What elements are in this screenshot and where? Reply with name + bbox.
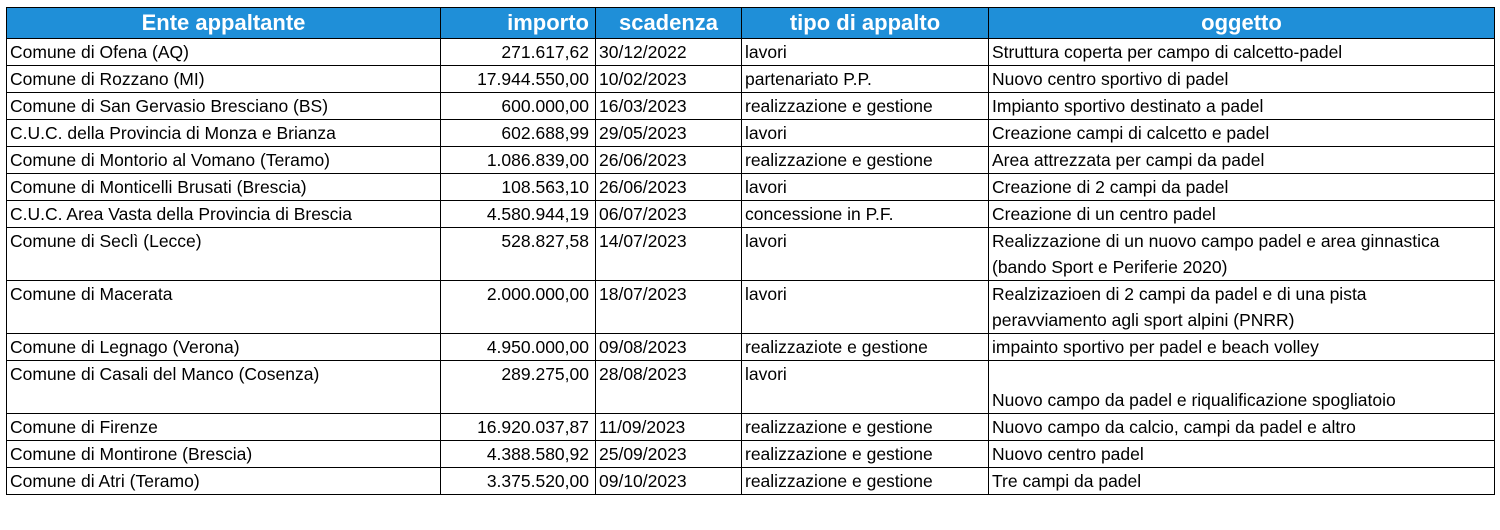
oggetto-line-1: Nuovo campo da calcio, campi da padel e altro xyxy=(992,417,1356,437)
oggetto-line-1: Realzizazioen di 2 campi da padel e di una pista xyxy=(992,284,1367,304)
oggetto-line-1: Creazione di 2 campi da padel xyxy=(992,177,1229,197)
cell-ente[interactable]: Comune di Macerata xyxy=(7,281,441,334)
header-importo[interactable]: importo xyxy=(441,8,596,39)
table-row xyxy=(7,334,1495,361)
oggetto-line-1: impainto sportivo per padel e beach volley xyxy=(992,337,1319,357)
table-row xyxy=(7,174,1495,201)
header-ente[interactable]: Ente appaltante xyxy=(7,8,441,39)
cell-ente[interactable]: Comune di San Gervasio Bresciano (BS) xyxy=(7,93,441,120)
cell-ente[interactable]: Comune di Firenze xyxy=(7,414,441,441)
cell-scadenza[interactable]: 26/06/2023 xyxy=(596,147,742,174)
table-row xyxy=(7,120,1495,147)
cell-oggetto[interactable] xyxy=(989,201,1495,228)
header-tipo[interactable]: tipo di appalto xyxy=(742,8,989,39)
cell-oggetto[interactable] xyxy=(989,228,1495,281)
cell-importo[interactable]: 2.000.000,00 xyxy=(441,281,596,334)
cell-tipo[interactable]: realizzazione e gestione xyxy=(742,93,989,120)
oggetto-line-1: Tre campi da padel xyxy=(992,471,1142,491)
cell-tipo[interactable]: realizzazione e gestione xyxy=(742,441,989,468)
cell-importo[interactable]: 528.827,58 xyxy=(441,228,596,281)
cell-importo[interactable]: 1.086.839,00 xyxy=(441,147,596,174)
table-row xyxy=(7,93,1495,120)
cell-importo[interactable]: 289.275,00 xyxy=(441,361,596,414)
cell-tipo[interactable]: lavori xyxy=(742,120,989,147)
spreadsheet-table-container xyxy=(6,7,1495,495)
cell-scadenza[interactable]: 30/12/2022 xyxy=(596,39,742,66)
cell-scadenza[interactable]: 10/02/2023 xyxy=(596,66,742,93)
oggetto-line-1: Area attrezzata per campi da padel xyxy=(992,150,1265,170)
cell-oggetto[interactable] xyxy=(989,334,1495,361)
oggetto-line-1: Nuovo centro sportivo di padel xyxy=(992,69,1229,89)
table-row xyxy=(7,39,1495,66)
cell-ente[interactable]: Comune di Rozzano (MI) xyxy=(7,66,441,93)
cell-scadenza[interactable]: 25/09/2023 xyxy=(596,441,742,468)
cell-oggetto[interactable] xyxy=(989,39,1495,66)
cell-scadenza[interactable]: 06/07/2023 xyxy=(596,201,742,228)
cell-tipo[interactable]: realizzazione e gestione xyxy=(742,147,989,174)
cell-oggetto[interactable] xyxy=(989,147,1495,174)
cell-importo[interactable]: 602.688,99 xyxy=(441,120,596,147)
cell-tipo[interactable]: concessione in P.F. xyxy=(742,201,989,228)
header-row xyxy=(7,8,1495,39)
oggetto-line-1 xyxy=(992,361,1491,387)
cell-ente[interactable]: C.U.C. della Provincia di Monza e Brianza xyxy=(7,120,441,147)
cell-oggetto[interactable] xyxy=(989,66,1495,93)
cell-oggetto[interactable] xyxy=(989,441,1495,468)
cell-ente[interactable]: Comune di Seclì (Lecce) xyxy=(7,228,441,281)
cell-importo[interactable]: 108.563,10 xyxy=(441,174,596,201)
cell-tipo[interactable]: lavori xyxy=(742,281,989,334)
oggetto-line-1: Creazione campi di calcetto e padel xyxy=(992,123,1270,143)
cell-tipo[interactable]: realizzazione e gestione xyxy=(742,414,989,441)
table-row xyxy=(7,281,1495,334)
cell-tipo[interactable]: lavori xyxy=(742,361,989,414)
table-row xyxy=(7,147,1495,174)
cell-scadenza[interactable]: 28/08/2023 xyxy=(596,361,742,414)
table-body xyxy=(7,39,1495,495)
cell-tipo[interactable]: lavori xyxy=(742,39,989,66)
cell-tipo[interactable]: lavori xyxy=(742,174,989,201)
header-scadenza[interactable]: scadenza xyxy=(596,8,742,39)
cell-oggetto[interactable] xyxy=(989,361,1495,414)
cell-oggetto[interactable] xyxy=(989,414,1495,441)
oggetto-line-2: (bando Sport e Periferie 2020) xyxy=(992,257,1228,277)
cell-importo[interactable]: 4.388.580,92 xyxy=(441,441,596,468)
cell-importo[interactable]: 16.920.037,87 xyxy=(441,414,596,441)
table-row xyxy=(7,228,1495,281)
cell-oggetto[interactable] xyxy=(989,281,1495,334)
cell-importo[interactable]: 17.944.550,00 xyxy=(441,66,596,93)
cell-tipo[interactable]: realizzazione e gestione xyxy=(742,468,989,495)
cell-scadenza[interactable]: 26/06/2023 xyxy=(596,174,742,201)
table-row xyxy=(7,468,1495,495)
table-row xyxy=(7,361,1495,414)
cell-ente[interactable]: Comune di Legnago (Verona) xyxy=(7,334,441,361)
cell-ente[interactable]: Comune di Ofena (AQ) xyxy=(7,39,441,66)
table-row xyxy=(7,414,1495,441)
cell-importo[interactable]: 3.375.520,00 xyxy=(441,468,596,495)
cell-scadenza[interactable]: 16/03/2023 xyxy=(596,93,742,120)
cell-ente[interactable]: Comune di Montirone (Brescia) xyxy=(7,441,441,468)
cell-scadenza[interactable]: 09/08/2023 xyxy=(596,334,742,361)
cell-importo[interactable]: 4.580.944,19 xyxy=(441,201,596,228)
cell-ente[interactable]: Comune di Atri (Teramo) xyxy=(7,468,441,495)
cell-scadenza[interactable]: 09/10/2023 xyxy=(596,468,742,495)
cell-scadenza[interactable]: 11/09/2023 xyxy=(596,414,742,441)
cell-importo[interactable]: 600.000,00 xyxy=(441,93,596,120)
oggetto-line-1: Nuovo centro padel xyxy=(992,444,1144,464)
table-row xyxy=(7,201,1495,228)
cell-tipo[interactable]: lavori xyxy=(742,228,989,281)
cell-oggetto[interactable] xyxy=(989,93,1495,120)
oggetto-line-1: Impianto sportivo destinato a padel xyxy=(992,96,1264,116)
cell-ente[interactable]: Comune di Montorio al Vomano (Teramo) xyxy=(7,147,441,174)
cell-scadenza[interactable]: 18/07/2023 xyxy=(596,281,742,334)
cell-tipo[interactable]: partenariato P.P. xyxy=(742,66,989,93)
cell-scadenza[interactable]: 14/07/2023 xyxy=(596,228,742,281)
cell-ente[interactable]: Comune di Monticelli Brusati (Brescia) xyxy=(7,174,441,201)
oggetto-line-1: Creazione di un centro padel xyxy=(992,204,1216,224)
table-row xyxy=(7,66,1495,93)
table-row xyxy=(7,441,1495,468)
tenders-table xyxy=(6,7,1495,495)
cell-importo[interactable]: 4.950.000,00 xyxy=(441,334,596,361)
cell-ente[interactable]: Comune di Casali del Manco (Cosenza) xyxy=(7,361,441,414)
oggetto-line-1: Realizzazione di un nuovo campo padel e area ginnastica xyxy=(992,231,1440,251)
cell-oggetto[interactable] xyxy=(989,120,1495,147)
oggetto-line-2: peravviamento agli sport alpini (PNRR) xyxy=(992,310,1295,330)
cell-ente[interactable]: C.U.C. Area Vasta della Provincia di Brescia xyxy=(7,201,441,228)
header-oggetto[interactable]: oggetto xyxy=(989,8,1495,39)
cell-oggetto[interactable] xyxy=(989,174,1495,201)
cell-tipo[interactable]: realizzaziote e gestione xyxy=(742,334,989,361)
cell-oggetto[interactable] xyxy=(989,468,1495,495)
oggetto-line-2: Nuovo campo da padel e riqualificazione spogliatoio xyxy=(992,390,1396,410)
cell-scadenza[interactable]: 29/05/2023 xyxy=(596,120,742,147)
cell-importo[interactable]: 271.617,62 xyxy=(441,39,596,66)
oggetto-line-1: Struttura coperta per campo di calcetto-padel xyxy=(992,42,1343,62)
